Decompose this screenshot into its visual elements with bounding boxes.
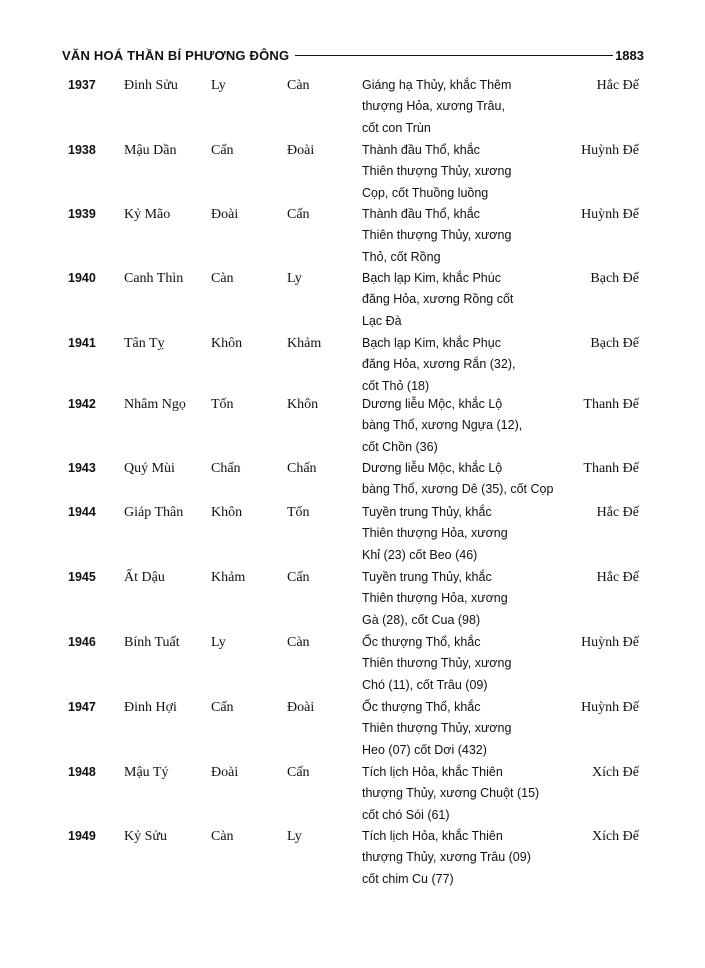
can-chi-name: Bính Tuất [124, 635, 180, 650]
can-chi-name: Giáp Thân [124, 505, 184, 520]
year-cell: 1946 [68, 635, 96, 649]
description [362, 567, 587, 631]
description [362, 75, 587, 139]
trigram-2: Chấn [287, 461, 317, 476]
deity-cell: Bạch Đế [590, 271, 639, 286]
description-line: Thành đầu Thổ, khắc [362, 207, 480, 221]
description-line: cốt chó Sói (61) [362, 807, 450, 822]
trigram-1: Cấn [211, 700, 234, 715]
description-line: Cọp, cốt Thuồng luồng [362, 185, 489, 200]
trigram-1: Đoài [211, 207, 239, 222]
trigram-2: Đoài [287, 700, 315, 715]
description-line: Lạc Đà [362, 313, 402, 328]
trigram-2: Tốn [287, 505, 310, 520]
running-header [62, 46, 644, 64]
trigram-2: Cấn [287, 570, 310, 585]
description-line: Bạch lạp Kim, khắc Phúc [362, 271, 501, 285]
description [362, 204, 587, 268]
description-line: Giáng hạ Thủy, khắc Thêm [362, 78, 512, 92]
trigram-1: Ly [211, 635, 226, 650]
description [362, 632, 587, 696]
description-line: Chó (11), cốt Trâu (09) [362, 677, 488, 692]
description-line: bàng Thổ, xương Dê (35), cốt Cọp [362, 482, 554, 497]
description-line: Dương liễu Mộc, khắc Lộ [362, 461, 503, 475]
trigram-1: Càn [211, 271, 234, 286]
trigram-2: Khảm [287, 336, 322, 351]
deity-cell: Huỳnh Đế [581, 635, 639, 650]
description-line: Tích lịch Hỏa, khắc Thiên [362, 765, 503, 779]
deity-cell: Huỳnh Đế [581, 207, 639, 222]
deity-cell: Xích Đế [591, 829, 639, 844]
year-cell: 1941 [68, 336, 96, 350]
trigram-1: Chấn [211, 461, 241, 476]
deity-cell: Thanh Đế [583, 397, 639, 412]
description [362, 502, 587, 566]
description-line: Khỉ (23) cốt Beo (46) [362, 547, 478, 562]
trigram-2: Đoài [287, 143, 315, 158]
trigram-2: Càn [287, 635, 310, 650]
year-cell: 1937 [68, 78, 96, 92]
description-line: Dương liễu Mộc, khắc Lộ [362, 397, 503, 411]
can-chi-name: Đinh Sửu [124, 78, 178, 93]
can-chi-name: Quý Mùi [124, 461, 175, 476]
year-cell: 1943 [68, 461, 96, 475]
description-line: Gà (28), cốt Cua (98) [362, 612, 481, 627]
description-line: đăng Hỏa, xương Rồng cốt [362, 292, 514, 307]
description-line: Thiên thượng Thủy, xương [362, 228, 512, 243]
description-line: Thiên thượng Thủy, xương [362, 164, 512, 179]
year-cell: 1942 [68, 397, 96, 411]
year-cell: 1948 [68, 765, 96, 779]
deity-cell: Thanh Đế [583, 461, 639, 476]
description [362, 458, 587, 501]
deity-cell: Huỳnh Đế [581, 143, 639, 158]
description-line: Tuyền trung Thủy, khắc [362, 570, 492, 584]
description-line: thượng Thủy, xương Chuột (15) [362, 786, 540, 801]
description-line: cốt con Trùn [362, 120, 431, 135]
year-cell: 1940 [68, 271, 96, 285]
trigram-1: Khôn [211, 505, 243, 520]
deity-cell: Hắc Đế [596, 78, 639, 93]
description-line: thượng Thủy, xương Trâu (09) [362, 850, 531, 865]
deity-cell: Hắc Đế [596, 570, 639, 585]
header-rule [295, 55, 613, 56]
trigram-2: Ly [287, 829, 302, 844]
year-cell: 1944 [68, 505, 96, 519]
can-chi-name: Nhâm Ngọ [124, 397, 186, 412]
description-line: cốt chim Cu (77) [362, 871, 454, 886]
trigram-2: Cấn [287, 765, 310, 780]
trigram-1: Ly [211, 78, 226, 93]
can-chi-name: Kỷ Sửu [124, 829, 167, 844]
year-cell: 1949 [68, 829, 96, 843]
can-chi-name: Canh Thìn [124, 271, 184, 286]
can-chi-name: Tân Tỵ [124, 336, 165, 351]
deity-cell: Xích Đế [591, 765, 639, 780]
description-line: Thiên thương Thủy, xương [362, 656, 512, 671]
trigram-1: Khôn [211, 336, 243, 351]
description [362, 268, 587, 332]
description-line: đăng Hỏa, xương Rắn (32), [362, 357, 516, 372]
trigram-1: Tốn [211, 397, 234, 412]
can-chi-name: Kỷ Mão [124, 207, 171, 222]
description [362, 697, 587, 761]
trigram-1: Cấn [211, 143, 234, 158]
description [362, 140, 587, 204]
year-cell: 1945 [68, 570, 96, 584]
trigram-2: Ly [287, 271, 302, 286]
trigram-2: Cấn [287, 207, 310, 222]
trigram-1: Khảm [211, 570, 246, 585]
description [362, 762, 587, 826]
description-line: Thành đầu Thổ, khắc [362, 143, 480, 157]
can-chi-name: Mậu Tý [124, 765, 169, 780]
book-title: VĂN HOÁ THẦN BÍ PHƯƠNG ĐÔNG [62, 47, 290, 63]
description-line: Thiên thượng Thủy, xương [362, 721, 512, 736]
year-cell: 1939 [68, 207, 96, 221]
description [362, 394, 587, 458]
can-chi-name: Đinh Hợi [124, 700, 177, 715]
deity-cell: Huỳnh Đế [581, 700, 639, 715]
can-chi-name: Ất Dậu [124, 570, 165, 585]
description [362, 333, 587, 397]
description-line: Thiên thượng Hỏa, xương [362, 526, 508, 541]
deity-cell: Hắc Đế [596, 505, 639, 520]
trigram-2: Khôn [287, 397, 319, 412]
description-line: thượng Hỏa, xương Trâu, [362, 99, 505, 114]
description-line: Bạch lạp Kim, khắc Phục [362, 336, 501, 350]
description-line: Tích lịch Hỏa, khắc Thiên [362, 829, 503, 843]
can-chi-name: Mậu Dần [124, 143, 177, 158]
description [362, 826, 587, 890]
page-number: 1883 [615, 47, 644, 63]
description-line: Ốc thượng Thổ, khắc [362, 635, 481, 649]
description-line: cốt Chồn (36) [362, 439, 438, 454]
description-line: Heo (07) cốt Dơi (432) [362, 742, 487, 757]
description-line: cốt Thỏ (18) [362, 378, 430, 393]
description-line: Thỏ, cốt Rồng [362, 249, 441, 264]
description-line: Thiên thượng Hỏa, xương [362, 591, 508, 606]
description-line: Tuyền trung Thủy, khắc [362, 505, 492, 519]
year-cell: 1947 [68, 700, 96, 714]
trigram-1: Càn [211, 829, 234, 844]
description-line: Ốc thượng Thổ, khắc [362, 700, 481, 714]
year-cell: 1938 [68, 143, 96, 157]
trigram-2: Càn [287, 78, 310, 93]
description-line: bàng Thổ, xương Ngựa (12), [362, 418, 523, 433]
deity-cell: Bạch Đế [590, 336, 639, 351]
trigram-1: Đoài [211, 765, 239, 780]
